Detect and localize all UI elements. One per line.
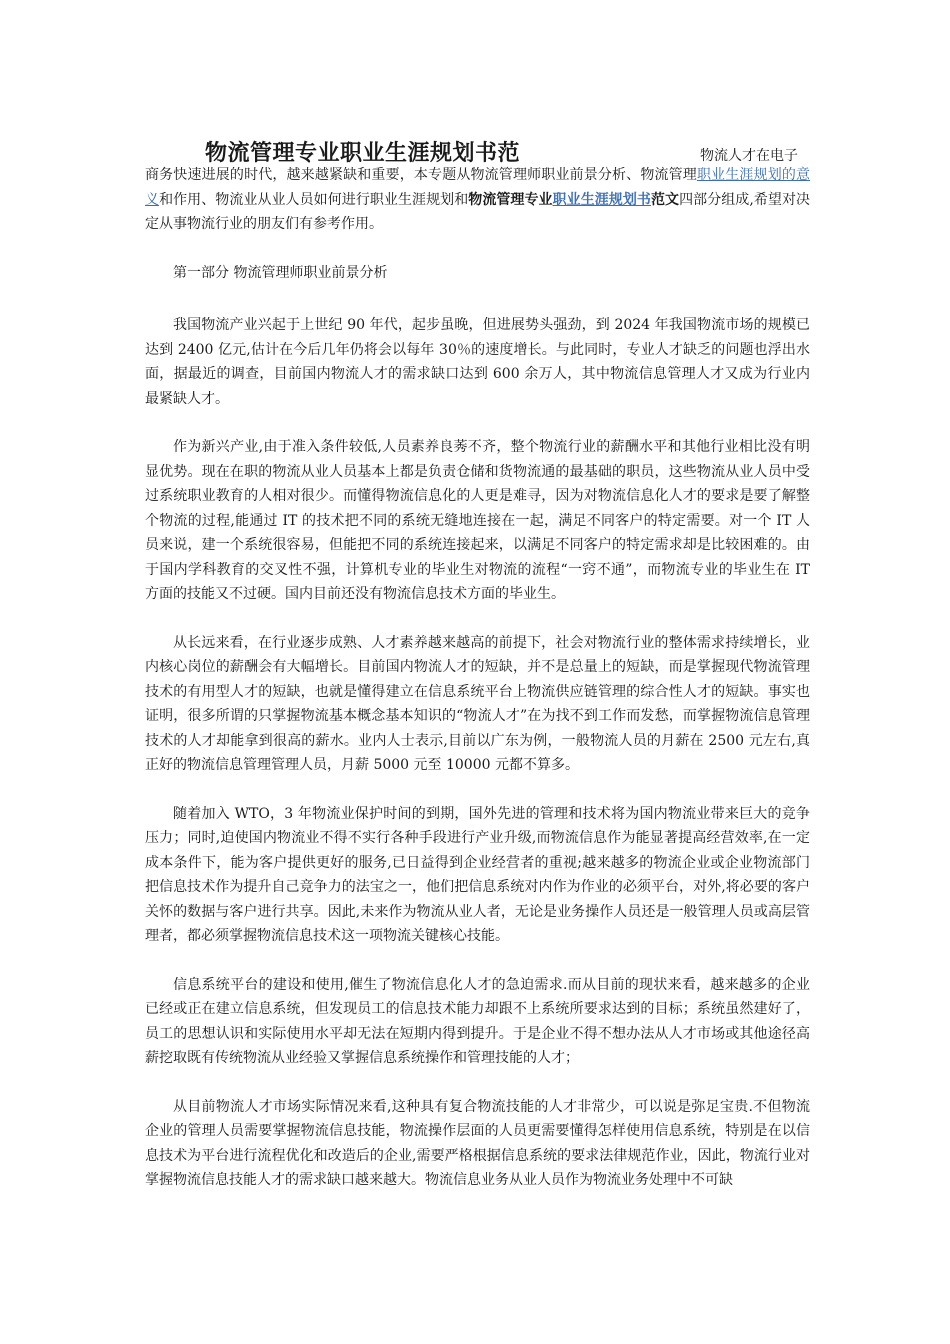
document-body xyxy=(145,163,810,1217)
career-planning-book-link[interactable]: 职业生涯规划书 xyxy=(552,191,651,208)
intro-text-2: 和作用、物流业从业人员如何进行职业生涯规划和 xyxy=(159,191,469,208)
paragraph: 随着加入 WTO，3 年物流业保护时间的到期，国外先进的管理和技术将为国内物流业带来巨大的竞争压力；同时,迫使国内物流业不得不实行各种手段进行产业升级,而物流信息作为能显著提高经营效率,在一定成本条件下，能为客户提供更好的服务,已日益得到企业经营者的重视;越来越多的物流企业或企业物流部门把信息技术作为提升自己竞争力的法宝之一，他们把信息系统对内作为作业的必须平台，对外,将必要的客户关怀的数据与客户进行共享。因此,未来作为物流从业人者，无论是业务操作人员还是一般管理人员或高层管理者，都必须掌握物流信息技术这一项物流关键核心技能。 xyxy=(145,805,810,944)
paragraph: 我国物流产业兴起于上世纪 90 年代，起步虽晚，但进展势头强劲，到 2024 年我国物流市场的规模已达到 2400 亿元,估计在今后几年仍将会以每年 30％的速度增长。与此同时，专业人才缺乏的问题也浮出水面，据最近的调查，目前国内物流人才的需求缺口达到 600 余万人，其中物流信息管理人才又成为行业内最紧缺人才。 xyxy=(145,317,810,407)
career-planning-meaning-link[interactable]: 职业生涯规划的意义 xyxy=(145,167,811,208)
intro-bold-1: 物流管理专业 xyxy=(468,191,553,208)
document-title: 物流管理专业职业生涯规划书范 xyxy=(205,140,521,166)
paragraph: 从目前物流人才市场实际情况来看,这种具有复合物流技能的人才非常少，可以说是弥足宝贵.不但物流企业的管理人员需要掌握物流信息技能，物流操作层面的人员更需要懂得怎样使用信息系统，特别是在以信息技术为平台进行流程优化和改造后的企业,需要严格根据信息系统的要求法律规范作业，因此，物流行业对掌握物流信息技能人才的需求缺口越来越大。物流信息业务从业人员作为物流业务处理中不可缺 xyxy=(145,1098,810,1188)
section-heading: 第一部分 物流管理师职业前景分析 xyxy=(173,264,388,281)
intro-text-1: 商务快速进展的时代，越来越紧缺和重要，本专题从物流管理师职业前景分析、物流管理 xyxy=(145,167,697,183)
paragraph: 作为新兴产业,由于准入条件较低,人员素养良莠不齐，整个物流行业的薪酬水平和其他行业相比没有明显优势。现在在职的物流从业人员基本上都是负责仓储和货物流通的最基础的职员，这些物流从业人员中受过系统职业教育的人相对很少。而懂得物流信息化的人更是难寻，因为对物流信息化人才的要求是要了解整个物流的过程,能通过 IT 的技术把不同的系统无缝地连接在一起，满足不同客户的特定需要。对一个 IT 人员来说，建一个系统很容易，但能把不同的系统连接起来，以满足不同客户的特定需求却是比较困难的。由于国内学科教育的交叉性不强，计算机专业的毕业生对物流的流程“一窍不通”，而物流专业的毕业生在 IT 方面的技能又不过硬。国内目前还没有物流信息技术方面的毕业生。 xyxy=(145,439,810,602)
intro-paragraph xyxy=(145,163,810,237)
paragraph: 从长远来看，在行业逐步成熟、人才素养越来越高的前提下，社会对物流行业的整体需求持续增长，业内核心岗位的薪酬会有大幅增长。目前国内物流人才的短缺，并不是总量上的短缺，而是掌握现代物流管理技术的有用型人才的短缺，也就是懂得建立在信息系统平台上物流供应链管理的综合性人才的短缺。事实也证明，很多所谓的只掌握物流基本概念基本知识的“物流人才”在为找不到工作而发愁，而掌握物流信息管理技术的人才却能拿到很高的薪水。业内人士表示,目前以广东为例，一般物流人员的月薪在 2500 元左右,真正好的物流信息管理管理人员，月薪 5000 元至 10000 元都不算多。 xyxy=(145,634,810,773)
intro-bold-2: 范文 xyxy=(650,191,680,208)
title-tail-text: 物流人才在电子 xyxy=(700,148,798,164)
intro-text-3: 四部分组成,希望对决定从事物流行业的朋友们有参考作用。 xyxy=(145,191,811,232)
paragraph: 信息系统平台的建设和使用,催生了物流信息化人才的急迫需求.而从目前的现状来看，越来越多的企业已经或正在建立信息系统，但发现员工的信息技术能力却跟不上系统所要求达到的目标；系统虽然建好了，员工的思想认识和实际使用水平却无法在短期内得到提升。于是企业不得不想办法从人才市场或其他途径高薪挖取既有传统物流从业经验又掌握信息系统操作和管理技能的人才； xyxy=(145,976,810,1066)
